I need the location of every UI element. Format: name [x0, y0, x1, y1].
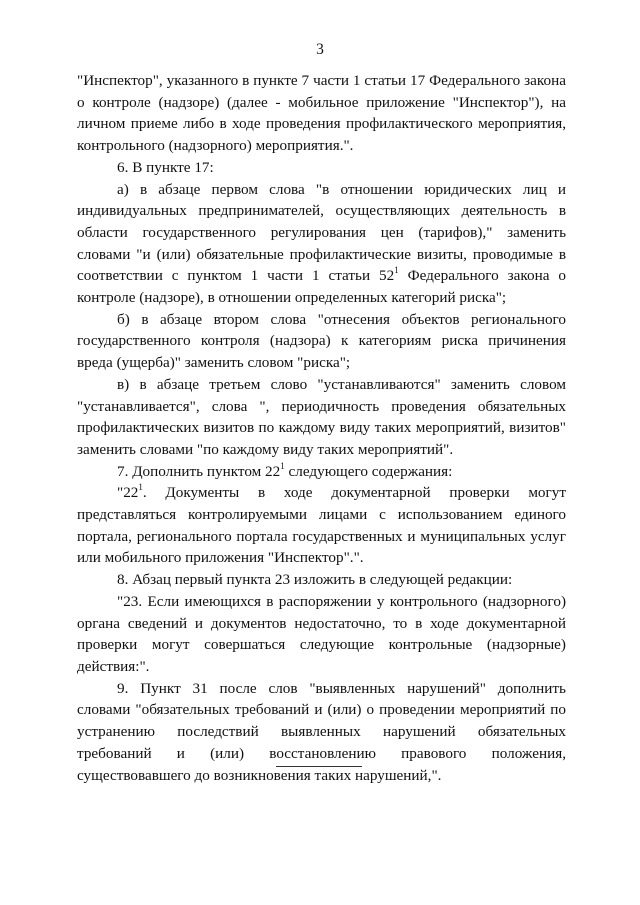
paragraph-text: "22 [117, 484, 139, 502]
paragraph-item-7-text [77, 482, 566, 569]
paragraph-item-7 [77, 461, 566, 483]
paragraph-text: Федерального закона о контроле (надзоре), в отношении определенных категорий риска"; [77, 267, 566, 307]
closing-divider [276, 766, 362, 767]
superscript: 1 [138, 482, 143, 493]
paragraph-continuation: "Инспектор", указанного в пункте 7 части 1 статьи 17 Федерального закона о контроле (надзоре) (далее - мобильное приложение "Инспектор"), на личном приеме либо в ходе проведения профилактического мероприятия, контрольного (надзорного) мероприятия.". [77, 72, 566, 155]
page-number: 3 [316, 41, 324, 58]
paragraph-item-6a [77, 179, 566, 309]
paragraph-item-6: 6. В пункте 17: [117, 158, 214, 176]
superscript: 1 [394, 265, 399, 276]
paragraph-item-8: 8. Абзац первый пункта 23 изложить в следующей редакции: [117, 571, 513, 589]
superscript: 1 [280, 460, 285, 471]
paragraph-item-6b: б) в абзаце втором слова "отнесения объектов регионального государственного контроля (надзора) к категориям риска причинения вреда (ущерба)" заменить словом "риска"; [77, 310, 566, 372]
document-body [77, 70, 566, 786]
paragraph-text: следующего содержания: [284, 462, 453, 480]
paragraph-text: . Документы в ходе документарной проверки могут представляться контролируемыми лицами с использованием единого портала, регионального портала государственных и муниципальных услуг или мобильного приложения "Инспектор".". [77, 484, 566, 567]
paragraph-item-6v: в) в абзаце третьем слово "устанавливаются" заменить словом "устанавливается", слова ", периодичность проведения обязательных профилактических визитов по каждому виду таких мероприятий, визитов" заменить словами "по каждому виду таких мероприятий". [77, 375, 566, 458]
paragraph-item-9: 9. Пункт 31 после слов "выявленных нарушений" дополнить словами "обязательных требований и (или) о проведении мероприятий по устранению последствий выявленных нарушений обязательных требований и (или) восстановлению правового положения, существовавшего до возникновения таких нарушений,". [77, 679, 566, 784]
paragraph-text: 7. Дополнить пунктом 22 [117, 462, 281, 480]
paragraph-item-8-text: "23. Если имеющихся в распоряжении у контрольного (надзорного) органа сведений и документов недостаточно, то в ходе документарной проверки могут совершаться следующие контрольные (надзорные) действия:". [77, 592, 566, 675]
paragraph-text: а) в абзаце первом слова "в отношении юридических лиц и индивидуальных предпринимателей, осуществляющих деятельность в области государственного регулирования цен (тарифов)," заменить словами "и (или) обязательные профилактические визиты, проводимые в соответствии с пунктом 1 части 1 статьи 52 [77, 180, 566, 285]
